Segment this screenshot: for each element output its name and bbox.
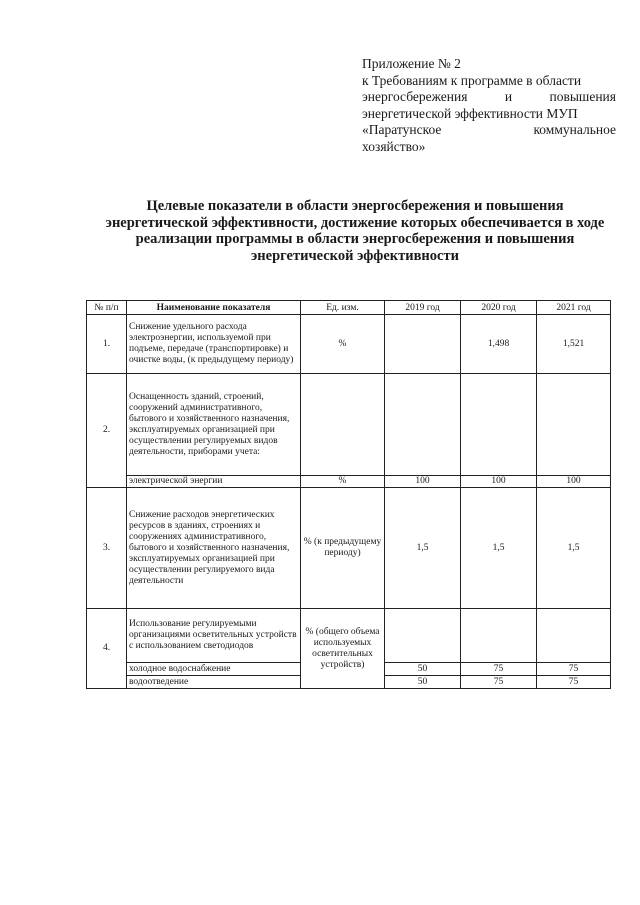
row3-name: Снижение расходов энергетических ресурсов в зданиях, строениях и сооружениях административного, бытового и хозяйственного назначения, эксплуатируемых организацией при осуществлении регулируемого вида деятельности <box>127 488 301 609</box>
indicators-table <box>86 300 611 689</box>
header-2020: 2020 год <box>461 301 537 315</box>
table-row <box>87 488 611 609</box>
header-name: Наименование показателя <box>127 301 301 315</box>
document-title: Целевые показатели в области энергосбережения и повышения энергетической эффективности, достижение которых обеспечивается в ходе реализации программы в области энергосбережения и повышения энергетической эффективности <box>105 198 605 264</box>
annex-block <box>362 56 616 155</box>
row2-2020 <box>461 374 537 476</box>
row4-sub1-2021: 75 <box>537 663 611 676</box>
row3-2021: 1,5 <box>537 488 611 609</box>
row4-2021 <box>537 609 611 663</box>
table-row <box>87 315 611 374</box>
annex-line-5b: коммунальное <box>533 122 616 137</box>
row3-2020: 1,5 <box>461 488 537 609</box>
header-2021: 2021 год <box>537 301 611 315</box>
annex-line-3 <box>362 89 616 106</box>
annex-line-3a: энергосбережения <box>362 89 468 104</box>
row4-sub2-2019: 50 <box>385 676 461 689</box>
row4-sub1-2020: 75 <box>461 663 537 676</box>
row1-2020: 1,498 <box>461 315 537 374</box>
table-row <box>87 609 611 663</box>
annex-line-4: энергетической эффективности МУП <box>362 105 578 121</box>
header-num: № п/п <box>87 301 127 315</box>
row4-name: Использование регулируемыми организациями осветительных устройств с использованием светодиодов <box>127 609 301 663</box>
row2-sub-2021: 100 <box>537 476 611 488</box>
row2-sub-unit: % <box>301 476 385 488</box>
annex-line-1: Приложение № 2 <box>362 56 461 71</box>
header-2019: 2019 год <box>385 301 461 315</box>
row4-unit: % (общего объема используемых осветительных устройств) <box>301 609 385 689</box>
row2-num: 2. <box>87 374 127 488</box>
table-header-row <box>87 301 611 315</box>
row1-unit: % <box>301 315 385 374</box>
header-unit: Ед. изм. <box>301 301 385 315</box>
row1-2019 <box>385 315 461 374</box>
row4-sub1-2019: 50 <box>385 663 461 676</box>
annex-line-3b: и <box>504 89 513 104</box>
row4-sub2-2021: 75 <box>537 676 611 689</box>
row3-num: 3. <box>87 488 127 609</box>
row3-2019: 1,5 <box>385 488 461 609</box>
annex-line-5 <box>362 122 616 139</box>
row1-num: 1. <box>87 315 127 374</box>
row4-sub1-name: холодное водоснабжение <box>127 663 301 676</box>
annex-line-2: к Требованиям к программе в области <box>362 72 582 88</box>
row4-2020 <box>461 609 537 663</box>
row2-2019 <box>385 374 461 476</box>
row4-num: 4. <box>87 609 127 689</box>
row4-sub2-name: водоотведение <box>127 676 301 689</box>
row2-sub-2019: 100 <box>385 476 461 488</box>
row2-2021 <box>537 374 611 476</box>
row2-sub-name: электрической энергии <box>127 476 301 488</box>
row3-unit: % (к предыдущему периоду) <box>301 488 385 609</box>
row1-name: Снижение удельного расхода электроэнергии, используемой при подъеме, передаче (транспортировке) и очистке воды, (к предыдущему периоду) <box>127 315 301 374</box>
row2-name: Оснащенность зданий, строений, сооружений административного, бытового и хозяйственного назначения, эксплуатируемых организацией при осуществлении регулируемых видов деятельности, приборами учета: <box>127 374 301 476</box>
row2-unit <box>301 374 385 476</box>
table-row <box>87 374 611 476</box>
annex-line-3c: повышения <box>549 89 616 104</box>
row4-sub2-2020: 75 <box>461 676 537 689</box>
annex-line-5a: «Паратунское <box>362 122 442 137</box>
row2-sub-2020: 100 <box>461 476 537 488</box>
annex-line-6: хозяйство» <box>362 138 426 154</box>
table-row <box>87 476 611 488</box>
row1-2021: 1,521 <box>537 315 611 374</box>
row4-2019 <box>385 609 461 663</box>
